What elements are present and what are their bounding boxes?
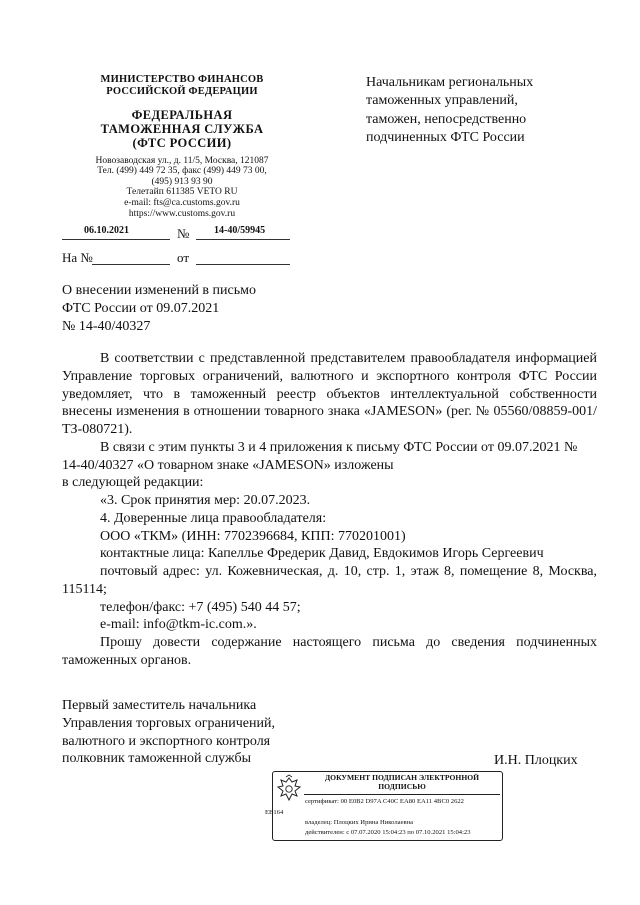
electronic-signature-stamp: [265, 771, 503, 841]
stamp-divider: [304, 794, 500, 795]
ministry-line-2: РОССИЙСКОЙ ФЕДЕРАЦИИ: [106, 85, 258, 97]
item-3-term: «3. Срок принятия мер: 20.07.2023.: [100, 493, 311, 509]
reference-label: На №: [62, 250, 93, 265]
reference-date-line: [196, 250, 290, 265]
postal-address: почтовый адрес: ул. Кожевническая, д. 10, стр. 1, этаж 8, помещение 8, Москва, 115114;: [62, 564, 597, 597]
signer-line-2: Управления торговых ограничений,: [62, 715, 275, 731]
registration-number: 14-40/59945: [214, 225, 266, 236]
recipient-line-1: Начальникам региональных: [366, 75, 534, 90]
phones-2: (495) 913 93 90: [151, 176, 213, 187]
paragraph-notification: В соответствии с представленной представителем правообладателя информацией Управление торговых ограничений, валютного и экспортного контроля ФТС России уведомляет, что в таможенный реестр объектов интеллектуальной собственности внесены изменения в отношении товарного знака «JAMESON» (рег. № 05560/08859-001/ТЗ-080721).: [62, 351, 597, 438]
stamp-certificate: сертификат: 00 E0B2 D97A C40C EA80 EA11 4BC0 2622: [305, 798, 464, 805]
contact-email: e-mail: info@tkm-ic.com.».: [100, 617, 257, 633]
registration-date-line: [62, 226, 170, 240]
eagle-emblem-icon: [275, 774, 303, 804]
signer-name: И.Н. Плоцких: [494, 753, 578, 768]
signer-line-3: валютного и экспортного контроля: [62, 733, 271, 749]
recipient-line-3: таможен, непосредственно: [366, 111, 527, 127]
subject-line-1: О внесении изменений в письмо: [62, 283, 256, 298]
stamp-title: [307, 774, 497, 791]
paragraph-changes-end: в следующей редакции:: [62, 475, 204, 491]
website: https://www.customs.gov.ru: [128, 208, 236, 219]
address: Новозаводская ул., д. 11/5, Москва, 121087: [95, 155, 269, 166]
registration-number-sign: №: [177, 226, 190, 241]
stamp-title-line-2: ПОДПИСЬЮ: [378, 781, 426, 791]
service-line-2: ТАМОЖЕННАЯ СЛУЖБА: [100, 121, 264, 136]
recipient-line-2: таможенных управлений,: [366, 93, 518, 109]
signer-line-1: Первый заместитель начальника: [62, 698, 257, 713]
subject-line-2: ФТС России от 09.07.2021: [62, 301, 220, 317]
stamp-validity: действителен: с 07.07.2020 15:04:23 по 07.10.2021 15:04:23: [305, 829, 471, 836]
teletype: Телетайп 611385 VETO RU: [126, 187, 238, 198]
phone-fax: телефон/факс: +7 (495) 540 44 57;: [100, 599, 301, 615]
ministry-line-1: МИНИСТЕРСТВО ФИНАНСОВ: [100, 74, 264, 85]
reference-from-label: от: [177, 250, 190, 265]
item-4-heading: 4. Доверенные лица правообладателя:: [100, 510, 327, 526]
letterhead: [62, 74, 302, 219]
subject-block: [62, 282, 302, 337]
recipient-line-4: подчиненных ФТС России: [366, 130, 525, 146]
registration-number-line: [196, 226, 290, 240]
reference-number-line: [92, 250, 170, 265]
service-line-1: ФЕДЕРАЛЬНАЯ: [131, 107, 233, 122]
phones-1: Тел. (499) 449 72 35, факс (499) 449 73 00,: [97, 166, 267, 177]
stamp-certificate-tail: ЕВ164: [265, 809, 284, 816]
letter-body: [62, 350, 597, 670]
signer-title: [62, 697, 275, 768]
recipient-block: [366, 74, 596, 148]
email-address: e-mail: fts@ca.customs.gov.ru: [124, 198, 240, 208]
signer-line-4: полковник таможенной службы: [62, 751, 252, 767]
company-details: ООО «ТКМ» (ИНН: 7702396684, КПП: 770201001): [100, 528, 406, 544]
stamp-owner: владелец: Плоцких Ирина Николаевна: [305, 819, 414, 826]
paragraph-changes: В связи с этим пункты 3 и 4 приложения к письму ФТС России от 09.07.2021 № 14-40/40327 «О товарном знаке «JAMESON» изложены: [62, 439, 578, 473]
registration-date: 06.10.2021: [84, 225, 129, 236]
contact-persons: контактные лица: Капеллье Фредерик Давид, Евдокимов Игорь Сергеевич: [100, 546, 544, 562]
subject-line-3: № 14-40/40327: [62, 319, 151, 335]
request-paragraph: Прошу довести содержание настоящего письма до сведения подчиненных таможенных органов.: [62, 635, 597, 669]
service-line-3: (ФТС РОССИИ): [132, 135, 232, 150]
stamp-title-line-1: ДОКУМЕНТ ПОДПИСАН ЭЛЕКТРОННОЙ: [324, 773, 480, 782]
